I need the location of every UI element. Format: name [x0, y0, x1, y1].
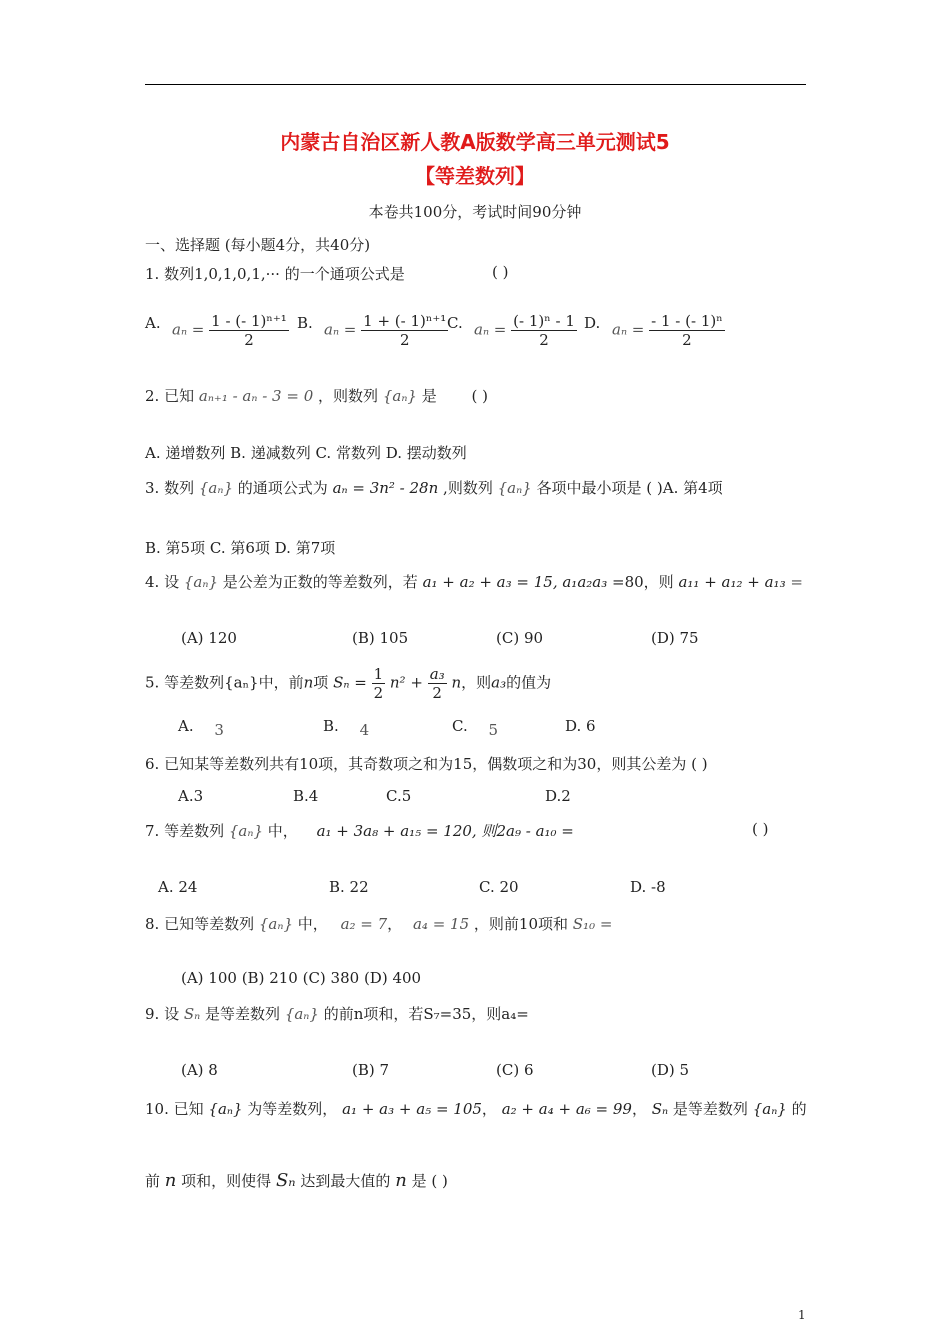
q8-options: (A) 100 (B) 210 (C) 380 (D) 400 [181, 969, 422, 987]
q1-option-b-label: B. [297, 314, 313, 332]
q2-expr: aₙ₊₁ - aₙ - 3 = 0 [198, 387, 314, 405]
q5-mid: 项 [313, 673, 329, 692]
q6-stem: 6. 已知某等差数列共有10项，其奇数项之和为15，偶数项之和为30，则其公差为 ( ) [145, 755, 708, 773]
q2-stem [145, 385, 488, 406]
q1-option-b [324, 312, 448, 349]
q1-b-lhs: aₙ = [324, 320, 357, 339]
q10-line2d: 是 ( ) [411, 1172, 448, 1190]
q4-option-b: (B) 105 [352, 629, 409, 647]
q3-tail2: 各项中最小项是 ( )A. 第4项 [536, 479, 723, 497]
q1-d-den: 2 [682, 331, 692, 349]
page-subtitle: 【等差数列】 [415, 164, 535, 188]
q1-option-d [612, 312, 725, 349]
q5-half-den: 2 [373, 684, 384, 702]
q7-stem [145, 820, 574, 841]
q1-option-c [474, 312, 577, 349]
q8-lead: 8. 已知等差数列 [145, 915, 255, 933]
q9-seq: {aₙ} [284, 1005, 319, 1023]
q1-stem: 1. 数列1,0,1,0,1,··· 的一个通项公式是 [145, 265, 405, 283]
q6-option-d: D.2 [545, 787, 571, 805]
q1-option-d-label: D. [584, 314, 601, 332]
q3-seq: {aₙ} [198, 479, 233, 497]
q5-option-a-label: A. [178, 717, 194, 735]
q8-seq: {aₙ} [258, 915, 293, 933]
q4-option-d: (D) 75 [651, 629, 699, 647]
q7-option-a: A. 24 [158, 878, 198, 896]
q2-paren: ( ) [471, 387, 488, 405]
q5-option-d: D. 6 [565, 717, 596, 735]
q7-option-c: C. 20 [479, 878, 519, 896]
q2-lead: 2. 已知 [145, 387, 195, 405]
q3-stem [145, 477, 723, 498]
q5-stem [145, 665, 551, 702]
q2-options: A. 递增数列 B. 递减数列 C. 常数列 D. 摆动数列 [145, 444, 467, 462]
q4-option-a: (A) 120 [181, 629, 237, 647]
q1-option-c-label: C. [447, 314, 463, 332]
q5-option-c-label: C. [452, 717, 468, 735]
q5-lead: 5. 等差数列{aₙ}中，前 [145, 673, 304, 692]
q10-lead: 10. 已知 [145, 1100, 204, 1118]
q3-lead: 3. 数列 [145, 479, 195, 497]
q8-e2: a₄ = 15 [412, 915, 470, 933]
q4-lead: 4. 设 [145, 573, 180, 591]
q5-a3: a₃ [491, 673, 507, 692]
q3-seq2: {aₙ} [497, 479, 532, 497]
q3-options: B. 第5项 C. 第6项 D. 第7项 [145, 539, 336, 557]
q5-n: n [303, 673, 314, 692]
q1-c-num: (- 1)ⁿ - 1 [513, 312, 575, 330]
q9-tail: 的前n项和，若S₇=35，则a₄= [323, 1005, 529, 1023]
q8-stem [145, 913, 612, 934]
q1-b-den: 2 [399, 331, 410, 349]
q7-expr: a₁ + 3a₈ + a₁₅ = 120, 则2a₉ - a₁₀ = [316, 822, 574, 840]
q4-stem [145, 571, 803, 592]
q10-line2a: 前 [145, 1172, 161, 1190]
q10-sep: ， [481, 1100, 497, 1118]
q4-expr: a₁ + a₂ + a₃ = 15, a₁a₂a₃ [422, 573, 608, 591]
q10-sep2: ， [631, 1100, 647, 1118]
q1-b-num: 1 + (- 1)ⁿ⁺¹ [363, 312, 447, 330]
q9-mid: 是等差数列 [205, 1005, 281, 1023]
q5-option-b-label: B. [323, 717, 339, 735]
q9-option-d: (D) 5 [651, 1061, 690, 1079]
q10-stem [145, 1098, 807, 1119]
q5-n2: n² + [389, 673, 423, 692]
q7-option-b: B. 22 [329, 878, 369, 896]
q10-line2c: 达到最大值的 [300, 1172, 391, 1190]
q10-line2b: 项和，则使得 [181, 1172, 272, 1190]
q7-mid: 中， [267, 822, 298, 840]
q6-option-a: A.3 [178, 787, 204, 805]
q5-sn: Sₙ = [333, 673, 367, 692]
q5-half-num: 1 [373, 665, 384, 683]
q5-a3-num: a₃ [429, 665, 445, 683]
q5-option-b [323, 717, 370, 739]
header-rule [145, 84, 806, 85]
q10-n2: n [395, 1170, 407, 1191]
q4-eq: = [790, 573, 803, 591]
q10-tail: 的 [791, 1100, 807, 1118]
q1-a-den: 2 [244, 331, 254, 349]
q1-c-lhs: aₙ = [474, 320, 507, 339]
q1-a-lhs: aₙ = [172, 320, 205, 339]
q9-stem [145, 1003, 529, 1024]
q8-sep: ， [387, 915, 403, 933]
q7-option-d: D. -8 [630, 878, 666, 896]
page-title: 内蒙古自治区新人教A版数学高三单元测试5 [280, 130, 670, 154]
q9-option-a: (A) 8 [181, 1061, 218, 1079]
q3-expr: aₙ = 3n² - 28n [332, 479, 439, 497]
q5-option-c-value: 5 [488, 721, 499, 739]
q9-sn: Sₙ [183, 1005, 201, 1023]
q2-seq: {aₙ} [382, 387, 417, 405]
q10-seq2: {aₙ} [752, 1100, 787, 1118]
q3-mid: 的通项公式为 [237, 479, 328, 497]
q4-mid2: =80，则 [612, 573, 674, 591]
q9-lead: 9. 设 [145, 1005, 180, 1023]
q3-tail: ,则数列 [443, 479, 493, 497]
q5-tail: ，则 [461, 673, 492, 692]
q8-mid: 中， [297, 915, 328, 933]
page-number: 1 [798, 1308, 806, 1322]
q10-line2 [145, 1170, 448, 1191]
q10-sn: Sₙ [651, 1100, 669, 1118]
q7-lead: 7. 等差数列 [145, 822, 225, 840]
q8-s10: S₁₀ = [572, 915, 613, 933]
q4-seq: {aₙ} [183, 573, 218, 591]
q5-a3-den: 2 [432, 684, 442, 702]
q8-tail: ，则前10项和 [473, 915, 568, 933]
q6-option-c: C.5 [386, 787, 412, 805]
q1-d-lhs: aₙ = [612, 320, 645, 339]
q4-expr2: a₁₁ + a₁₂ + a₁₃ [678, 573, 786, 591]
q7-seq: {aₙ} [228, 822, 263, 840]
q6-option-b: B.4 [293, 787, 319, 805]
q5-option-c [452, 717, 499, 739]
q5-tail2: 的值为 [506, 673, 552, 692]
q1-c-den: 2 [539, 331, 549, 349]
q1-d-num: - 1 - (- 1)ⁿ [651, 312, 723, 330]
q9-option-c: (C) 6 [496, 1061, 534, 1079]
q1-option-a-label: A. [145, 314, 161, 332]
q10-mid2: 是等差数列 [672, 1100, 748, 1118]
q5-option-b-value: 4 [359, 721, 370, 739]
q4-option-c: (C) 90 [496, 629, 544, 647]
q1-paren: ( ) [492, 263, 509, 281]
q9-option-b: (B) 7 [352, 1061, 390, 1079]
q10-seq: {aₙ} [208, 1100, 243, 1118]
q5-option-a-value: 3 [214, 721, 224, 739]
q8-e1: a₂ = 7 [340, 915, 388, 933]
exam-info: 本卷共100分，考试时间90分钟 [368, 203, 582, 221]
q10-e1: a₁ + a₃ + a₅ = 105 [342, 1100, 482, 1118]
q5-nn: n [451, 673, 462, 692]
q2-mid: ，则数列 [318, 387, 379, 405]
q7-paren: ( ) [752, 820, 769, 838]
q10-mid: 为等差数列， [247, 1100, 338, 1118]
q10-sn2: Sₙ [275, 1170, 296, 1191]
q1-option-a [172, 312, 289, 349]
section-heading: 一、选择题 (每小题4分，共40分) [145, 236, 371, 254]
q5-option-a [178, 717, 224, 739]
q1-a-num: 1 - (- 1)ⁿ⁺¹ [211, 312, 287, 330]
q10-n: n [164, 1170, 177, 1191]
q2-tail: 是 [421, 387, 437, 405]
q4-mid: 是公差为正数的等差数列，若 [222, 573, 418, 591]
q10-e2: a₂ + a₄ + a₆ = 99 [501, 1100, 632, 1118]
